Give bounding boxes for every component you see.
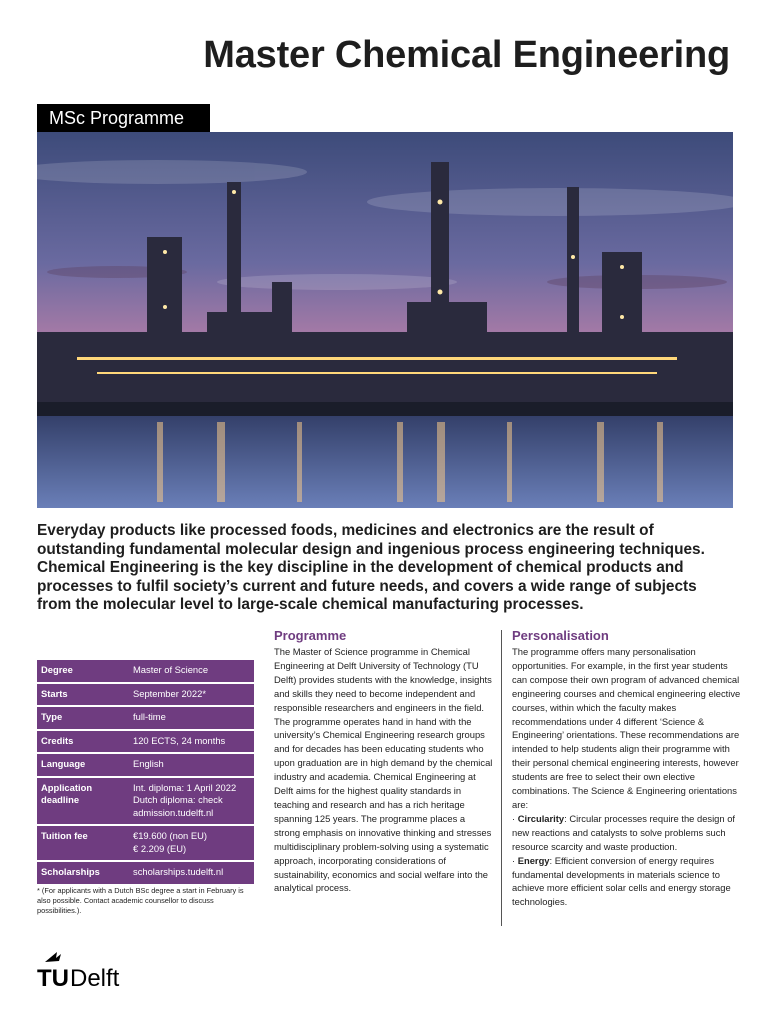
page-title: Master Chemical Engineering	[203, 34, 730, 76]
programme-heading: Programme	[274, 628, 347, 643]
facts-label: Starts	[37, 683, 127, 707]
facts-value: English	[127, 753, 254, 777]
facts-label: Application deadline	[37, 777, 127, 826]
facts-row-application-deadline	[37, 777, 254, 826]
facts-label: Language	[37, 753, 127, 777]
facts-row-credits	[37, 730, 254, 754]
column-divider	[501, 630, 502, 926]
facts-row-starts	[37, 683, 254, 707]
personalisation-text: The programme offers many personalisation opportunities. For example, in the first year students can compose their own program of advanced chemical engineering courses and chemical engineering elective courses, within which the faculty makes recommendations under 4 different ‘Science & Engineering’ orientations. These recommendations are intended to help students align their programme with their personal chemical engineering interests, however students are free to select their own elective combinations. The Science & Engineering orientations are:	[512, 646, 741, 810]
key-facts-table	[37, 660, 254, 886]
facts-value: Master of Science	[127, 660, 254, 683]
facts-value: 120 ECTS, 24 months	[127, 730, 254, 754]
facts-value: scholarships.tudelft.nl	[127, 861, 254, 885]
facts-value: September 2022*	[127, 683, 254, 707]
logo-text-tu: TU	[37, 965, 69, 988]
facts-value: Int. diploma: 1 April 2022 Dutch diploma: check admission.tudelft.nl	[127, 777, 254, 826]
facts-label: Credits	[37, 730, 127, 754]
facts-row-degree	[37, 660, 254, 683]
energy-text: : Efficient conversion of energy requires fundamental developments in materials science to achieve more efficient solar cells and energy storage technologies.	[512, 854, 731, 908]
facts-label: Type	[37, 706, 127, 730]
intro-paragraph: Everyday products like processed foods, medicines and electronics are the result of outstanding fundamental molecular design and ingenious process engineering techniques. Chemical Engineering is the key discipline in the development of chemical products and processes to fulfil society’s current and future needs, and covers a wide range of subjects from the molecular level to large-scale chemical manufacturing processes.	[37, 522, 705, 613]
circularity-term: Circularity	[517, 812, 565, 824]
facts-label: Degree	[37, 660, 127, 683]
facts-value: €19.600 (non EU) € 2.209 (EU)	[127, 825, 254, 861]
circularity-text: : Circular processes require the design of new reactions and catalysts to solve problems such resource scarcity and waste production.	[512, 812, 736, 852]
energy-term: Energy	[517, 854, 550, 866]
programme-badge: MSc Programme	[37, 104, 210, 132]
facts-row-language	[37, 753, 254, 777]
facts-row-tuition-fee	[37, 825, 254, 861]
facts-label: Tuition fee	[37, 825, 127, 861]
programme-text: The Master of Science programme in Chemical Engineering at Delft University of Technology (TU Delft) provides students with the knowledge, insights and skills they need to become independent and responsible researchers and engineers in the field. The programme operates hand in hand with the university’s Chemical Engineering research groups and for decades has been educating students who upon graduation are in high demand by the chemical industry and academia. Chemical Engineering at Delft aims for the highest quality standards in teaching and research and has a rich heritage spanning 125 years. The programme places a strong emphasis on innovative thinking and stresses multidisciplinary problem-solving using a systematic approach, incorporating considerations of sustainability, economics and social welfare into the analytical process.	[274, 646, 493, 894]
logo-text-delft: Delft	[70, 965, 120, 988]
facts-row-type	[37, 706, 254, 730]
personalisation-heading: Personalisation	[512, 628, 609, 643]
footnote: * (For applicants with a Dutch BSc degree a start in February is also possible. Contact academic counsellor to discuss possibilities.).	[37, 886, 244, 915]
refinery-photo	[37, 132, 733, 508]
flame-icon	[45, 952, 61, 962]
facts-label: Scholarships	[37, 861, 127, 885]
tu-delft-logo	[37, 950, 137, 988]
personalisation-section: The programme offers many personalisation opportunities. For example, in the first year students can compose their own program of advanced chemical engineering courses and chemical engineering elective courses, within which the faculty makes recommendations under 4 different ‘Science & Engineering’ orientations. These recommendations are intended to help students align their programme with their personal chemical engineering interests, however students are free to select their own elective combinations. The Science & Engineering orientations are: · Circularity: Circular processes require the design of new reactions and catalysts to solve problems such resource scarcity and waste production. · Energy: Efficient conversion of energy requires fundamental developments in materials science to achieve more efficient solar cells and energy storage technologies.	[512, 646, 741, 908]
facts-row-scholarships	[37, 861, 254, 885]
facts-value: full-time	[127, 706, 254, 730]
